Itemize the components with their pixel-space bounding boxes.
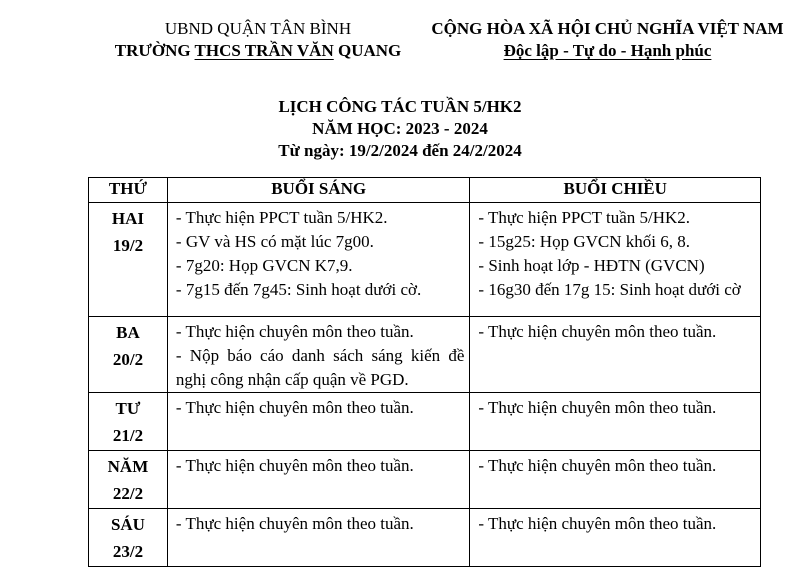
- day-cell: [89, 203, 168, 317]
- day-name: BA: [116, 323, 140, 342]
- table-row: [89, 203, 761, 317]
- task-item: - Thực hiện chuyên môn theo tuần.: [175, 322, 414, 341]
- day-cell: [89, 451, 168, 509]
- day-name: SÁU: [110, 515, 145, 534]
- day-date: 21/2: [112, 426, 144, 445]
- table-row: [89, 509, 761, 567]
- task-item: - Thực hiện chuyên môn theo tuần.: [478, 456, 717, 475]
- task-item: - Nộp báo cáo danh sách sáng kiến đề nghị công nhận cấp quận về PGD.: [175, 346, 465, 389]
- day-cell: [89, 317, 168, 393]
- day-name: HAI: [111, 209, 145, 228]
- day-date: 20/2: [112, 350, 144, 369]
- morning-cell: [167, 203, 470, 317]
- day-name: NĂM: [107, 457, 149, 476]
- school-suffix: QUANG: [333, 41, 402, 60]
- day-cell: [89, 393, 168, 451]
- school-name: [108, 40, 408, 62]
- document-title: [0, 96, 800, 162]
- morning-cell: [167, 393, 470, 451]
- morning-cell: [167, 451, 470, 509]
- task-item: - 7g15 đến 7g45: Sinh hoạt dưới cờ.: [175, 280, 422, 299]
- country-name: CỘNG HÒA XÃ HỘI CHỦ NGHĨA VIỆT NAM: [431, 19, 784, 38]
- day-date: 19/2: [112, 236, 144, 255]
- task-item: - Thực hiện chuyên môn theo tuần.: [478, 322, 717, 341]
- title-line-3: Từ ngày: 19/2/2024 đến 24/2/2024: [278, 141, 522, 160]
- day-date: 22/2: [112, 484, 144, 503]
- task-item: - Thực hiện chuyên môn theo tuần.: [175, 398, 414, 417]
- school-prefix: TRƯỜNG: [114, 41, 195, 60]
- afternoon-cell: [470, 203, 761, 317]
- header-morning: BUỔI SÁNG: [167, 178, 470, 203]
- day-name: TƯ: [115, 399, 141, 418]
- task-item: - Sinh hoạt lớp - HĐTN (GVCN): [478, 256, 705, 275]
- weekly-schedule-table: [88, 177, 761, 567]
- task-item: - Thực hiện PPCT tuần 5/HK2.: [478, 208, 691, 227]
- header-afternoon: BUỔI CHIỀU: [470, 178, 761, 203]
- district-name: UBND QUẬN TÂN BÌNH: [164, 19, 352, 38]
- task-item: - Thực hiện chuyên môn theo tuần.: [478, 514, 717, 533]
- task-item: - Thực hiện PPCT tuần 5/HK2.: [175, 208, 388, 227]
- task-item: - GV và HS có mặt lúc 7g00.: [175, 232, 374, 251]
- afternoon-cell: [470, 393, 761, 451]
- afternoon-cell: [470, 509, 761, 567]
- issuer-block: [108, 18, 408, 62]
- morning-cell: [167, 509, 470, 567]
- task-item: - 7g20: Họp GVCN K7,9.: [175, 256, 353, 275]
- title-line-2: NĂM HỌC: 2023 - 2024: [312, 119, 488, 138]
- day-date: 23/2: [112, 542, 144, 561]
- task-item: - Thực hiện chuyên môn theo tuần.: [175, 514, 414, 533]
- national-header: [415, 18, 800, 62]
- table-row: [89, 393, 761, 451]
- task-item: - 15g25: Họp GVCN khối 6, 8.: [478, 232, 690, 251]
- title-line-1: LỊCH CÔNG TÁC TUẦN 5/HK2: [278, 97, 522, 116]
- task-item: - 16g30 đến 17g 15: Sinh hoạt dưới cờ: [478, 280, 741, 299]
- national-motto: Độc lập - Tự do - Hạnh phúc: [503, 41, 712, 60]
- school-underlined: THCS TRẦN VĂN: [194, 41, 334, 60]
- header-day: THỨ: [89, 178, 168, 203]
- afternoon-cell: [470, 451, 761, 509]
- day-cell: [89, 509, 168, 567]
- task-item: - Thực hiện chuyên môn theo tuần.: [175, 456, 414, 475]
- table-row: [89, 317, 761, 393]
- task-item: - Thực hiện chuyên môn theo tuần.: [478, 398, 717, 417]
- table-row: [89, 451, 761, 509]
- table-header-row: [89, 178, 761, 203]
- afternoon-cell: [470, 317, 761, 393]
- morning-cell: [167, 317, 470, 393]
